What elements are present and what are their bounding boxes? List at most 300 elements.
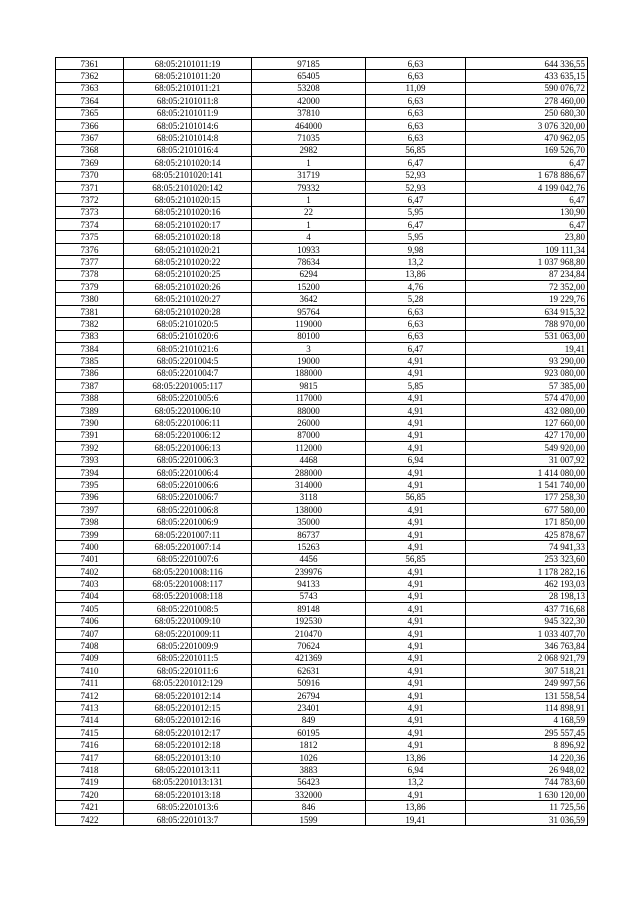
row-number-cell: 7401 bbox=[56, 553, 124, 565]
table-row bbox=[56, 392, 588, 404]
quantity-cell: 87000 bbox=[252, 429, 366, 441]
amount-cell: 1 541 740,00 bbox=[466, 479, 588, 491]
amount-cell: 26 948,02 bbox=[466, 764, 588, 776]
amount-cell: 278 460,00 bbox=[466, 95, 588, 107]
row-number-cell: 7384 bbox=[56, 342, 124, 354]
rate-cell: 6,63 bbox=[366, 58, 466, 70]
amount-cell: 131 558,54 bbox=[466, 689, 588, 701]
rate-cell: 4,91 bbox=[366, 479, 466, 491]
rate-cell: 9,98 bbox=[366, 243, 466, 255]
row-number-cell: 7385 bbox=[56, 355, 124, 367]
table-row bbox=[56, 144, 588, 156]
cadastral-number-cell: 68:05:2201008:118 bbox=[124, 590, 252, 602]
rate-cell: 6,63 bbox=[366, 95, 466, 107]
row-number-cell: 7403 bbox=[56, 578, 124, 590]
amount-cell: 249 997,56 bbox=[466, 677, 588, 689]
table-row bbox=[56, 739, 588, 751]
quantity-cell: 78634 bbox=[252, 256, 366, 268]
quantity-cell: 846 bbox=[252, 801, 366, 813]
amount-cell: 130,90 bbox=[466, 206, 588, 218]
row-number-cell: 7409 bbox=[56, 652, 124, 664]
table-row bbox=[56, 82, 588, 94]
rate-cell: 6,63 bbox=[366, 330, 466, 342]
amount-cell: 945 322,30 bbox=[466, 615, 588, 627]
quantity-cell: 15263 bbox=[252, 541, 366, 553]
quantity-cell: 4468 bbox=[252, 454, 366, 466]
table-row bbox=[56, 578, 588, 590]
rate-cell: 6,47 bbox=[366, 342, 466, 354]
row-number-cell: 7367 bbox=[56, 132, 124, 144]
table-row bbox=[56, 640, 588, 652]
row-number-cell: 7361 bbox=[56, 58, 124, 70]
rate-cell: 4,91 bbox=[366, 504, 466, 516]
quantity-cell: 4456 bbox=[252, 553, 366, 565]
quantity-cell: 42000 bbox=[252, 95, 366, 107]
quantity-cell: 1599 bbox=[252, 813, 366, 825]
table-row bbox=[56, 627, 588, 639]
quantity-cell: 1 bbox=[252, 219, 366, 231]
rate-cell: 5,95 bbox=[366, 231, 466, 243]
table-row bbox=[56, 380, 588, 392]
row-number-cell: 7398 bbox=[56, 516, 124, 528]
rate-cell: 56,85 bbox=[366, 553, 466, 565]
cadastral-number-cell: 68:05:2201012:129 bbox=[124, 677, 252, 689]
table-row bbox=[56, 454, 588, 466]
rate-cell: 4,91 bbox=[366, 640, 466, 652]
table-row bbox=[56, 367, 588, 379]
rate-cell: 4,91 bbox=[366, 727, 466, 739]
rate-cell: 4,91 bbox=[366, 603, 466, 615]
amount-cell: 1 037 968,80 bbox=[466, 256, 588, 268]
row-number-cell: 7416 bbox=[56, 739, 124, 751]
table-row bbox=[56, 318, 588, 330]
quantity-cell: 26794 bbox=[252, 689, 366, 701]
quantity-cell: 86737 bbox=[252, 528, 366, 540]
rate-cell: 4,91 bbox=[366, 739, 466, 751]
amount-cell: 590 076,72 bbox=[466, 82, 588, 94]
rate-cell: 6,47 bbox=[366, 219, 466, 231]
rate-cell: 13,86 bbox=[366, 751, 466, 763]
amount-cell: 1 033 407,70 bbox=[466, 627, 588, 639]
row-number-cell: 7366 bbox=[56, 119, 124, 131]
cadastral-number-cell: 68:05:2201013:131 bbox=[124, 776, 252, 788]
cadastral-number-cell: 68:05:2101020:142 bbox=[124, 181, 252, 193]
table-row bbox=[56, 107, 588, 119]
row-number-cell: 7402 bbox=[56, 566, 124, 578]
table-row bbox=[56, 702, 588, 714]
row-number-cell: 7400 bbox=[56, 541, 124, 553]
table-row bbox=[56, 615, 588, 627]
quantity-cell: 70624 bbox=[252, 640, 366, 652]
data-table bbox=[55, 57, 588, 826]
quantity-cell: 5743 bbox=[252, 590, 366, 602]
cadastral-number-cell: 68:05:2201006:6 bbox=[124, 479, 252, 491]
amount-cell: 923 080,00 bbox=[466, 367, 588, 379]
quantity-cell: 3642 bbox=[252, 293, 366, 305]
amount-cell: 127 660,00 bbox=[466, 417, 588, 429]
table-row bbox=[56, 677, 588, 689]
quantity-cell: 1 bbox=[252, 194, 366, 206]
table-row bbox=[56, 132, 588, 144]
table-row bbox=[56, 789, 588, 801]
row-number-cell: 7364 bbox=[56, 95, 124, 107]
amount-cell: 2 068 921,79 bbox=[466, 652, 588, 664]
amount-cell: 432 080,00 bbox=[466, 404, 588, 416]
cadastral-number-cell: 68:05:2201006:11 bbox=[124, 417, 252, 429]
quantity-cell: 239976 bbox=[252, 566, 366, 578]
rate-cell: 6,63 bbox=[366, 132, 466, 144]
row-number-cell: 7418 bbox=[56, 764, 124, 776]
cadastral-number-cell: 68:05:2201009:11 bbox=[124, 627, 252, 639]
amount-cell: 72 352,00 bbox=[466, 281, 588, 293]
quantity-cell: 22 bbox=[252, 206, 366, 218]
cadastral-number-cell: 68:05:2201006:8 bbox=[124, 504, 252, 516]
cadastral-number-cell: 68:05:2101020:21 bbox=[124, 243, 252, 255]
rate-cell: 4,91 bbox=[366, 590, 466, 602]
row-number-cell: 7387 bbox=[56, 380, 124, 392]
quantity-cell: 3 bbox=[252, 342, 366, 354]
row-number-cell: 7394 bbox=[56, 466, 124, 478]
rate-cell: 4,91 bbox=[366, 442, 466, 454]
rate-cell: 6,47 bbox=[366, 157, 466, 169]
rate-cell: 4,91 bbox=[366, 789, 466, 801]
cadastral-number-cell: 68:05:2201011:5 bbox=[124, 652, 252, 664]
quantity-cell: 3118 bbox=[252, 491, 366, 503]
quantity-cell: 1812 bbox=[252, 739, 366, 751]
quantity-cell: 2982 bbox=[252, 144, 366, 156]
table-row bbox=[56, 119, 588, 131]
row-number-cell: 7374 bbox=[56, 219, 124, 231]
amount-cell: 169 526,70 bbox=[466, 144, 588, 156]
rate-cell: 11,09 bbox=[366, 82, 466, 94]
table-row bbox=[56, 813, 588, 825]
cadastral-number-cell: 68:05:2101020:22 bbox=[124, 256, 252, 268]
amount-cell: 31 007,92 bbox=[466, 454, 588, 466]
amount-cell: 788 970,00 bbox=[466, 318, 588, 330]
table-row bbox=[56, 417, 588, 429]
cadastral-number-cell: 68:05:2201006:3 bbox=[124, 454, 252, 466]
row-number-cell: 7380 bbox=[56, 293, 124, 305]
amount-cell: 177 258,30 bbox=[466, 491, 588, 503]
table-row bbox=[56, 491, 588, 503]
table-row bbox=[56, 293, 588, 305]
table-row bbox=[56, 342, 588, 354]
rate-cell: 6,63 bbox=[366, 305, 466, 317]
table-row bbox=[56, 256, 588, 268]
quantity-cell: 1026 bbox=[252, 751, 366, 763]
rate-cell: 4,91 bbox=[366, 466, 466, 478]
cadastral-number-cell: 68:05:2101014:8 bbox=[124, 132, 252, 144]
rate-cell: 5,28 bbox=[366, 293, 466, 305]
amount-cell: 427 170,00 bbox=[466, 429, 588, 441]
quantity-cell: 89148 bbox=[252, 603, 366, 615]
rate-cell: 4,91 bbox=[366, 429, 466, 441]
amount-cell: 744 783,60 bbox=[466, 776, 588, 788]
cadastral-number-cell: 68:05:2201013:7 bbox=[124, 813, 252, 825]
cadastral-number-cell: 68:05:2201006:12 bbox=[124, 429, 252, 441]
row-number-cell: 7397 bbox=[56, 504, 124, 516]
quantity-cell: 10933 bbox=[252, 243, 366, 255]
rate-cell: 4,91 bbox=[366, 541, 466, 553]
rate-cell: 13,86 bbox=[366, 268, 466, 280]
quantity-cell: 95764 bbox=[252, 305, 366, 317]
amount-cell: 634 915,32 bbox=[466, 305, 588, 317]
table-row bbox=[56, 727, 588, 739]
table-row bbox=[56, 652, 588, 664]
amount-cell: 295 557,45 bbox=[466, 727, 588, 739]
rate-cell: 4,91 bbox=[366, 702, 466, 714]
rate-cell: 4,91 bbox=[366, 404, 466, 416]
quantity-cell: 88000 bbox=[252, 404, 366, 416]
amount-cell: 437 716,68 bbox=[466, 603, 588, 615]
amount-cell: 14 220,36 bbox=[466, 751, 588, 763]
quantity-cell: 9815 bbox=[252, 380, 366, 392]
amount-cell: 531 063,00 bbox=[466, 330, 588, 342]
table-row bbox=[56, 590, 588, 602]
quantity-cell: 117000 bbox=[252, 392, 366, 404]
row-number-cell: 7404 bbox=[56, 590, 124, 602]
rate-cell: 4,91 bbox=[366, 578, 466, 590]
row-number-cell: 7373 bbox=[56, 206, 124, 218]
quantity-cell: 6294 bbox=[252, 268, 366, 280]
quantity-cell: 188000 bbox=[252, 367, 366, 379]
amount-cell: 6,47 bbox=[466, 157, 588, 169]
row-number-cell: 7414 bbox=[56, 714, 124, 726]
table-row bbox=[56, 504, 588, 516]
cadastral-number-cell: 68:05:2201007:6 bbox=[124, 553, 252, 565]
amount-cell: 11 725,56 bbox=[466, 801, 588, 813]
row-number-cell: 7422 bbox=[56, 813, 124, 825]
amount-cell: 346 763,84 bbox=[466, 640, 588, 652]
quantity-cell: 192530 bbox=[252, 615, 366, 627]
row-number-cell: 7391 bbox=[56, 429, 124, 441]
cadastral-number-cell: 68:05:2201007:14 bbox=[124, 541, 252, 553]
row-number-cell: 7393 bbox=[56, 454, 124, 466]
quantity-cell: 53208 bbox=[252, 82, 366, 94]
rate-cell: 6,63 bbox=[366, 318, 466, 330]
row-number-cell: 7419 bbox=[56, 776, 124, 788]
table-row bbox=[56, 665, 588, 677]
amount-cell: 470 962,05 bbox=[466, 132, 588, 144]
cadastral-number-cell: 68:05:2201012:17 bbox=[124, 727, 252, 739]
cadastral-number-cell: 68:05:2201006:13 bbox=[124, 442, 252, 454]
cadastral-number-cell: 68:05:2101011:8 bbox=[124, 95, 252, 107]
amount-cell: 307 518,21 bbox=[466, 665, 588, 677]
row-number-cell: 7382 bbox=[56, 318, 124, 330]
quantity-cell: 314000 bbox=[252, 479, 366, 491]
cadastral-number-cell: 68:05:2201008:117 bbox=[124, 578, 252, 590]
row-number-cell: 7412 bbox=[56, 689, 124, 701]
table-row bbox=[56, 516, 588, 528]
table-row bbox=[56, 479, 588, 491]
rate-cell: 4,91 bbox=[366, 714, 466, 726]
amount-cell: 3 076 320,00 bbox=[466, 119, 588, 131]
row-number-cell: 7377 bbox=[56, 256, 124, 268]
rate-cell: 13,86 bbox=[366, 801, 466, 813]
cadastral-number-cell: 68:05:2201004:7 bbox=[124, 367, 252, 379]
amount-cell: 6,47 bbox=[466, 219, 588, 231]
cadastral-number-cell: 68:05:2201012:14 bbox=[124, 689, 252, 701]
quantity-cell: 1 bbox=[252, 157, 366, 169]
cadastral-number-cell: 68:05:2201012:16 bbox=[124, 714, 252, 726]
quantity-cell: 138000 bbox=[252, 504, 366, 516]
row-number-cell: 7390 bbox=[56, 417, 124, 429]
cadastral-number-cell: 68:05:2101020:14 bbox=[124, 157, 252, 169]
table-row bbox=[56, 169, 588, 181]
table-row bbox=[56, 528, 588, 540]
row-number-cell: 7379 bbox=[56, 281, 124, 293]
quantity-cell: 119000 bbox=[252, 318, 366, 330]
quantity-cell: 26000 bbox=[252, 417, 366, 429]
quantity-cell: 94133 bbox=[252, 578, 366, 590]
rate-cell: 4,91 bbox=[366, 665, 466, 677]
cadastral-number-cell: 68:05:2101020:25 bbox=[124, 268, 252, 280]
quantity-cell: 50916 bbox=[252, 677, 366, 689]
cadastral-number-cell: 68:05:2101020:5 bbox=[124, 318, 252, 330]
row-number-cell: 7388 bbox=[56, 392, 124, 404]
table-row bbox=[56, 194, 588, 206]
rate-cell: 6,63 bbox=[366, 119, 466, 131]
row-number-cell: 7376 bbox=[56, 243, 124, 255]
rate-cell: 52,93 bbox=[366, 169, 466, 181]
table-row bbox=[56, 243, 588, 255]
cadastral-number-cell: 68:05:2201012:18 bbox=[124, 739, 252, 751]
amount-cell: 109 111,34 bbox=[466, 243, 588, 255]
row-number-cell: 7406 bbox=[56, 615, 124, 627]
rate-cell: 13,2 bbox=[366, 776, 466, 788]
table-row bbox=[56, 776, 588, 788]
cadastral-number-cell: 68:05:2101020:26 bbox=[124, 281, 252, 293]
rate-cell: 6,47 bbox=[366, 194, 466, 206]
cadastral-number-cell: 68:05:2201004:5 bbox=[124, 355, 252, 367]
cadastral-number-cell: 68:05:2101020:18 bbox=[124, 231, 252, 243]
amount-cell: 253 323,60 bbox=[466, 553, 588, 565]
amount-cell: 549 920,00 bbox=[466, 442, 588, 454]
amount-cell: 74 941,33 bbox=[466, 541, 588, 553]
table-row bbox=[56, 466, 588, 478]
row-number-cell: 7396 bbox=[56, 491, 124, 503]
quantity-cell: 421369 bbox=[252, 652, 366, 664]
table-row bbox=[56, 58, 588, 70]
table-row bbox=[56, 764, 588, 776]
amount-cell: 114 898,91 bbox=[466, 702, 588, 714]
row-number-cell: 7407 bbox=[56, 627, 124, 639]
cadastral-number-cell: 68:05:2201008:116 bbox=[124, 566, 252, 578]
quantity-cell: 60195 bbox=[252, 727, 366, 739]
row-number-cell: 7408 bbox=[56, 640, 124, 652]
rate-cell: 4,91 bbox=[366, 528, 466, 540]
amount-cell: 425 878,67 bbox=[466, 528, 588, 540]
amount-cell: 644 336,55 bbox=[466, 58, 588, 70]
quantity-cell: 71035 bbox=[252, 132, 366, 144]
table-row bbox=[56, 70, 588, 82]
row-number-cell: 7405 bbox=[56, 603, 124, 615]
cadastral-number-cell: 68:05:2201012:15 bbox=[124, 702, 252, 714]
cadastral-number-cell: 68:05:2101020:27 bbox=[124, 293, 252, 305]
rate-cell: 52,93 bbox=[366, 181, 466, 193]
row-number-cell: 7381 bbox=[56, 305, 124, 317]
cadastral-number-cell: 68:05:2101020:17 bbox=[124, 219, 252, 231]
table-row bbox=[56, 305, 588, 317]
rate-cell: 6,94 bbox=[366, 454, 466, 466]
amount-cell: 1 178 282,16 bbox=[466, 566, 588, 578]
cadastral-number-cell: 68:05:2201011:6 bbox=[124, 665, 252, 677]
table-row bbox=[56, 429, 588, 441]
cadastral-number-cell: 68:05:2201006:7 bbox=[124, 491, 252, 503]
quantity-cell: 464000 bbox=[252, 119, 366, 131]
cadastral-number-cell: 68:05:2101021:6 bbox=[124, 342, 252, 354]
table-row bbox=[56, 751, 588, 763]
rate-cell: 4,91 bbox=[366, 615, 466, 627]
amount-cell: 574 470,00 bbox=[466, 392, 588, 404]
cadastral-number-cell: 68:05:2201006:9 bbox=[124, 516, 252, 528]
amount-cell: 23,80 bbox=[466, 231, 588, 243]
rate-cell: 4,91 bbox=[366, 566, 466, 578]
quantity-cell: 31719 bbox=[252, 169, 366, 181]
cadastral-number-cell: 68:05:2201008:5 bbox=[124, 603, 252, 615]
cadastral-number-cell: 68:05:2101020:15 bbox=[124, 194, 252, 206]
row-number-cell: 7365 bbox=[56, 107, 124, 119]
cadastral-number-cell: 68:05:2201005:117 bbox=[124, 380, 252, 392]
row-number-cell: 7392 bbox=[56, 442, 124, 454]
amount-cell: 1 414 080,00 bbox=[466, 466, 588, 478]
quantity-cell: 332000 bbox=[252, 789, 366, 801]
table-row bbox=[56, 404, 588, 416]
row-number-cell: 7395 bbox=[56, 479, 124, 491]
table-row bbox=[56, 541, 588, 553]
quantity-cell: 97185 bbox=[252, 58, 366, 70]
table-row bbox=[56, 330, 588, 342]
cadastral-number-cell: 68:05:2201005:6 bbox=[124, 392, 252, 404]
row-number-cell: 7368 bbox=[56, 144, 124, 156]
cadastral-number-cell: 68:05:2101020:28 bbox=[124, 305, 252, 317]
table-row bbox=[56, 355, 588, 367]
quantity-cell: 112000 bbox=[252, 442, 366, 454]
cadastral-number-cell: 68:05:2201009:9 bbox=[124, 640, 252, 652]
table-row bbox=[56, 281, 588, 293]
amount-cell: 19 229,76 bbox=[466, 293, 588, 305]
row-number-cell: 7372 bbox=[56, 194, 124, 206]
amount-cell: 8 896,92 bbox=[466, 739, 588, 751]
quantity-cell: 23401 bbox=[252, 702, 366, 714]
cadastral-number-cell: 68:05:2101011:21 bbox=[124, 82, 252, 94]
cadastral-number-cell: 68:05:2201013:6 bbox=[124, 801, 252, 813]
cadastral-number-cell: 68:05:2101014:6 bbox=[124, 119, 252, 131]
quantity-cell: 80100 bbox=[252, 330, 366, 342]
amount-cell: 87 234,84 bbox=[466, 268, 588, 280]
table-row bbox=[56, 566, 588, 578]
rate-cell: 5,85 bbox=[366, 380, 466, 392]
row-number-cell: 7410 bbox=[56, 665, 124, 677]
amount-cell: 250 680,30 bbox=[466, 107, 588, 119]
amount-cell: 4 199 042,76 bbox=[466, 181, 588, 193]
cadastral-number-cell: 68:05:2101020:6 bbox=[124, 330, 252, 342]
rate-cell: 4,91 bbox=[366, 516, 466, 528]
amount-cell: 4 168,59 bbox=[466, 714, 588, 726]
amount-cell: 1 678 886,67 bbox=[466, 169, 588, 181]
row-number-cell: 7375 bbox=[56, 231, 124, 243]
row-number-cell: 7363 bbox=[56, 82, 124, 94]
table-row bbox=[56, 231, 588, 243]
amount-cell: 1 630 120,00 bbox=[466, 789, 588, 801]
row-number-cell: 7383 bbox=[56, 330, 124, 342]
rate-cell: 4,91 bbox=[366, 627, 466, 639]
quantity-cell: 19000 bbox=[252, 355, 366, 367]
quantity-cell: 37810 bbox=[252, 107, 366, 119]
table-row bbox=[56, 95, 588, 107]
row-number-cell: 7362 bbox=[56, 70, 124, 82]
row-number-cell: 7411 bbox=[56, 677, 124, 689]
